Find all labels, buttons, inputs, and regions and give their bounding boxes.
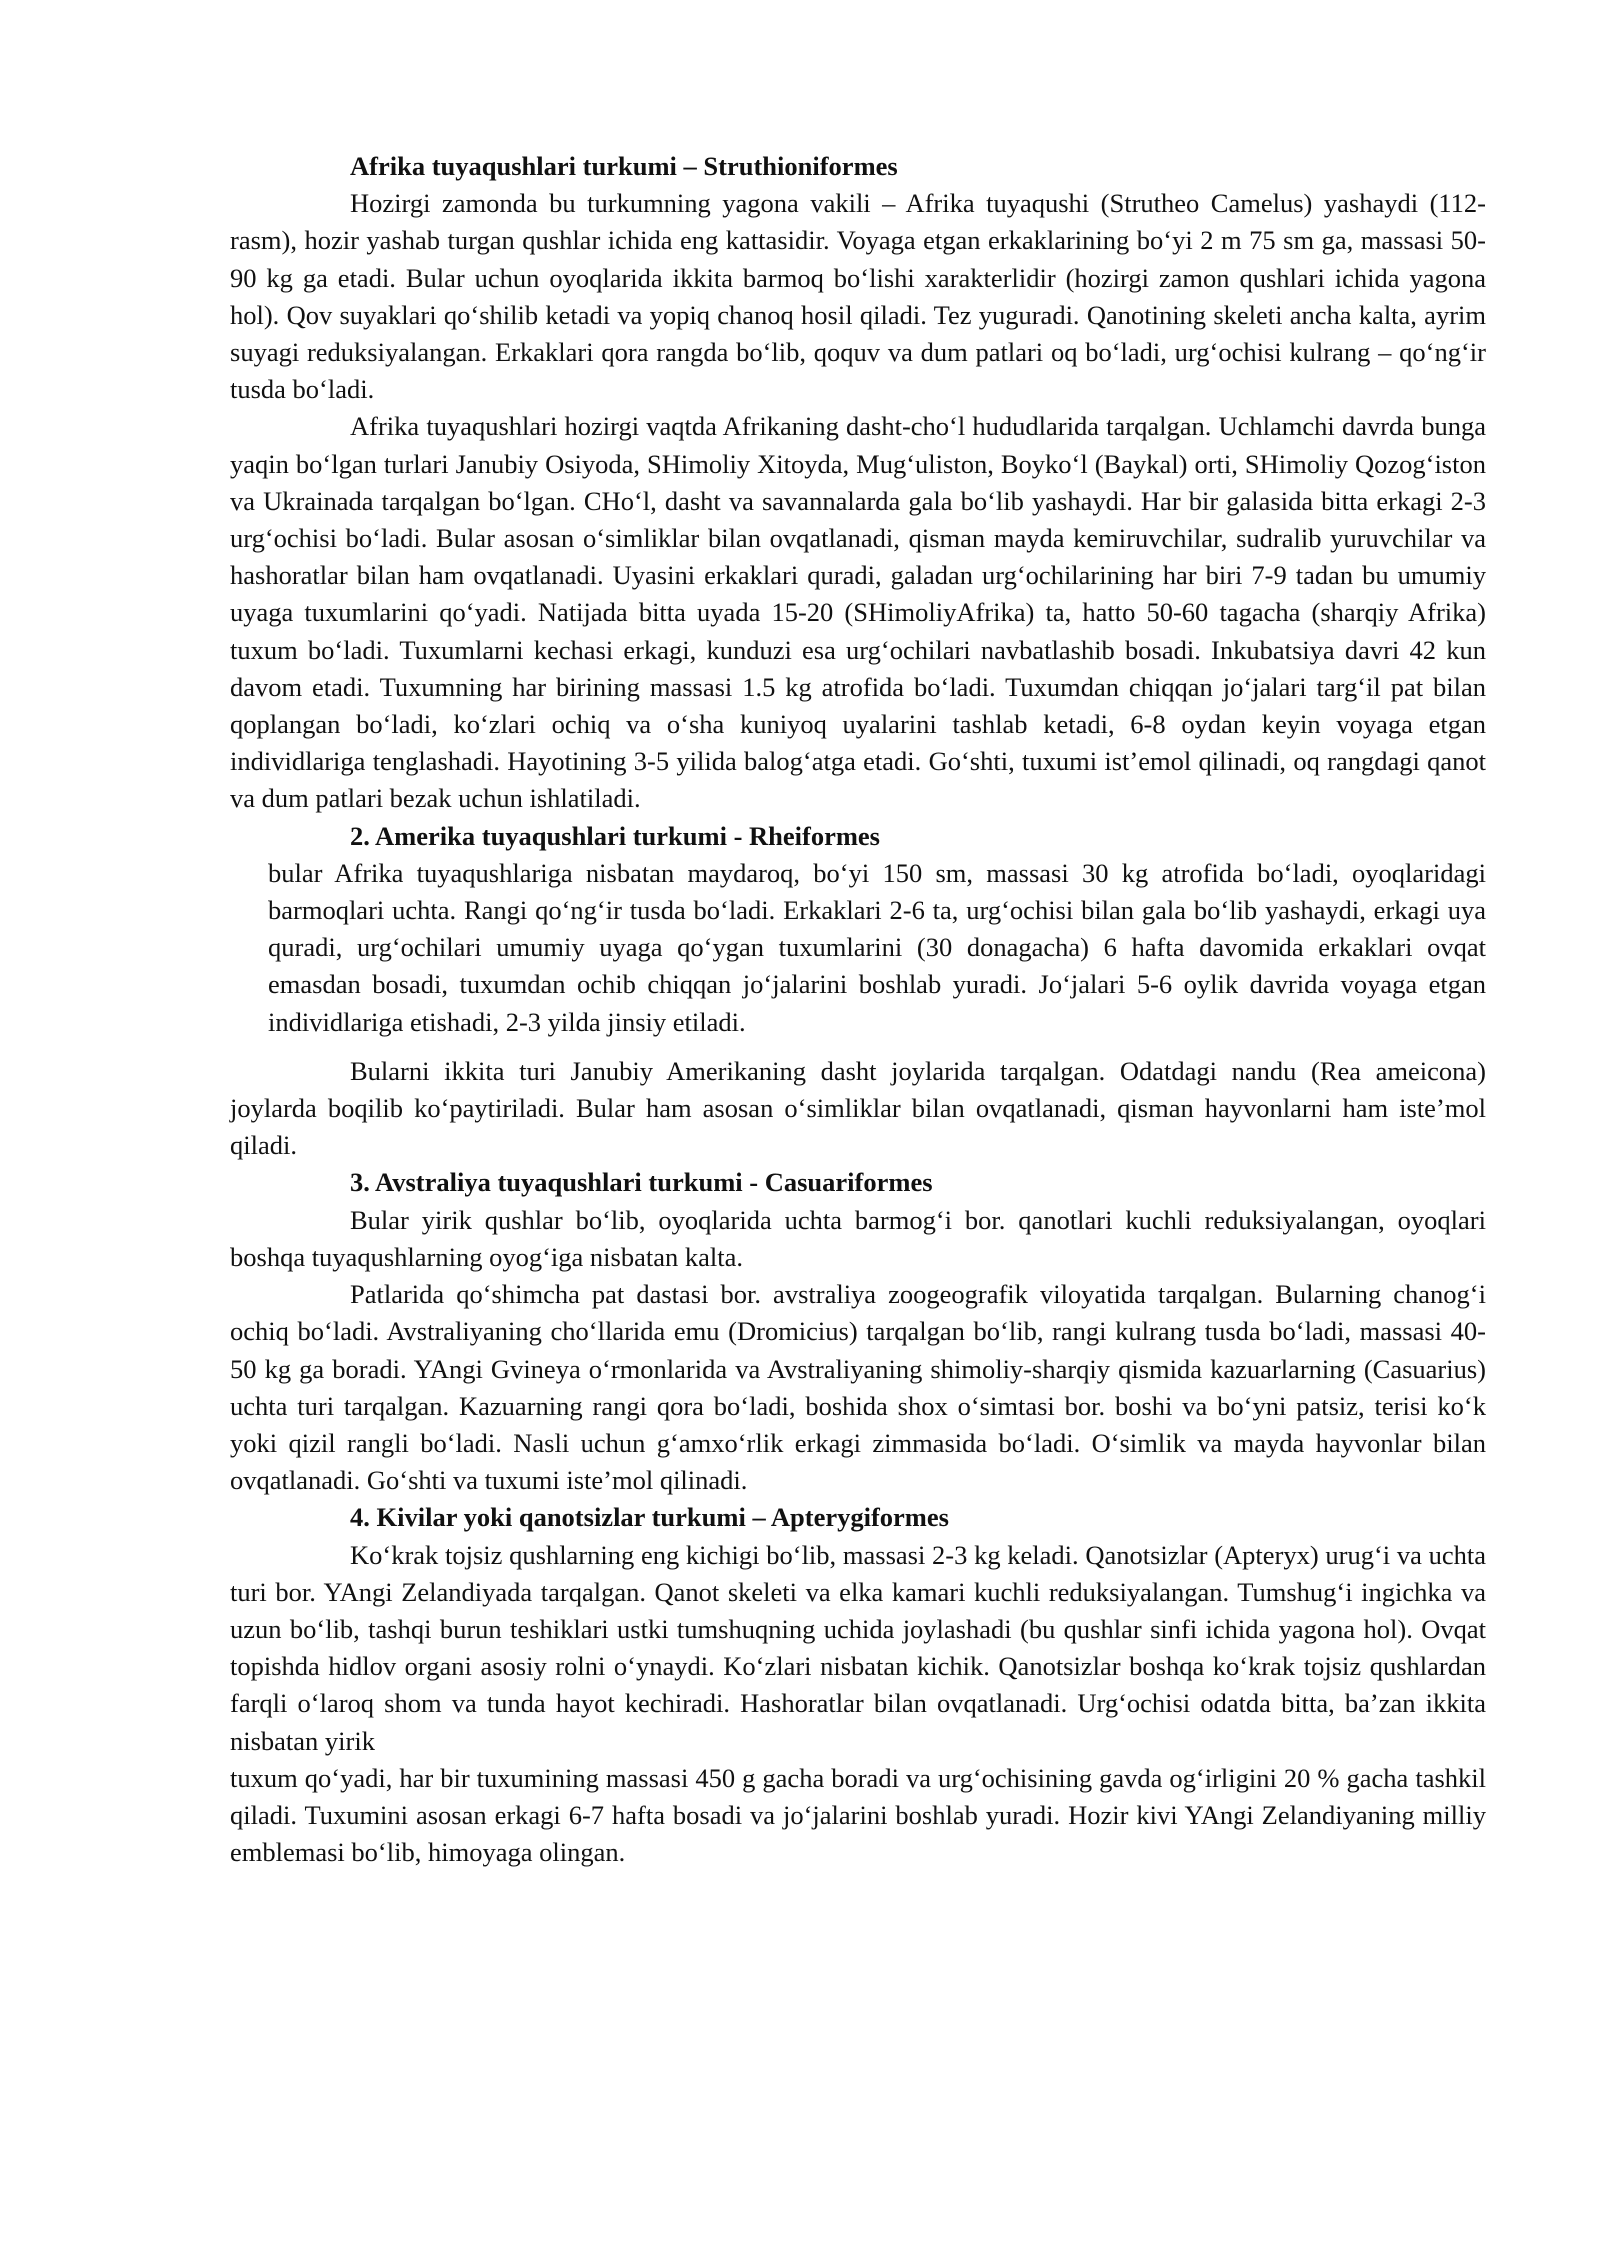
- document-page: [230, 148, 1486, 1871]
- section-heading-apterygiformes: 4. Kivilar yoki qanotsizlar turkumi – Apterygiformes: [350, 1502, 949, 1533]
- paragraph: Ko‘krak tojsiz qushlarning eng kichigi bo‘lib, massasi 2-3 kg keladi. Qanotsizlar (Apteryx) urug‘i va uchta turi bor. YAngi Zelandiyada tarqalgan. Qanot skeleti va elka kamari kuchli reduksiyalangan. Tumshug‘i ingichka va uzun bo‘lib, tashqi burun teshiklari ustki tumshuqning uchida joylashadi (bu qushlar sinfi ichida yagona hol). Ovqat topishda hidlov organi asosiy rolni o‘ynaydi. Ko‘zlari nisbatan kichik. Qanotsizlar boshqa ko‘krak tojsiz qushlardan farqli o‘laroq shom va tunda hayot kechiradi. Hashoratlar bilan ovqatlanadi. Urg‘ochisi odatda bitta, ba’zan ikkita nisbatan yirik: [230, 1539, 1486, 1756]
- paragraph-indented-block: bular Afrika tuyaqushlariga nisbatan maydaroq, bo‘yi 150 sm, massasi 30 kg atrofida bo‘ladi, oyoqlaridagi barmoqlari uchta. Rangi qo‘ng‘ir tusda bo‘ladi. Erkaklari 2-6 ta, urg‘ochisi bilan gala bo‘lib yashaydi, erkagi uya quradi, urg‘ochilari umumiy uyaga qo‘ygan tuxumlarini (30 donagacha) 6 hafta davomida erkaklari ovqat emasdan bosadi, tuxumdan ochib chiqqan jo‘jalarini boshlab yuradi. Jo‘jalari 5-6 oylik davrida voyaga etgan individlariga etishadi, 2-3 yilda jinsiy etiladi.: [268, 857, 1486, 1037]
- paragraph-continuation: tuxum qo‘yadi, har bir tuxumining massasi 450 g gacha boradi va urg‘ochisining gavda og‘irligini 20 % gacha tashkil qiladi. Tuxumini asosan erkagi 6-7 hafta bosadi va jo‘jalarini boshlab yuradi. Hozir kivi YAngi Zelandiyaning milliy emblemasi bo‘lib, himoyaga olingan.: [230, 1762, 1486, 1868]
- paragraph: Bularni ikkita turi Janubiy Amerikaning dasht joylarida tarqalgan. Odatdagi nandu (Rea ameicona) joylarda boqilib ko‘paytiriladi. Bular ham asosan o‘simliklar bilan ovqatlanadi, qisman hayvonlarni ham iste’mol qiladi.: [230, 1055, 1486, 1161]
- section-heading-casuariformes: 3. Avstraliya tuyaqushlari turkumi - Casuariformes: [350, 1167, 933, 1198]
- paragraph: Hozirgi zamonda bu turkumning yagona vakili – Afrika tuyaqushi (Strutheo Camelus) yashaydi (112-rasm), hozir yashab turgan qushlar ichida eng kattasidir. Voyaga etgan erkaklarining bo‘yi 2 m 75 sm ga, massasi 50-90 kg ga etadi. Bular uchun oyoqlarida ikkita barmoq bo‘lishi xarakterlidir (hozirgi zamon qushlari ichida yagona hol). Qov suyaklari qo‘shilib ketadi va yopiq chanoq hosil qiladi. Tez yuguradi. Qanotining skeleti ancha kalta, ayrim suyagi reduksiyalangan. Erkaklari qora rangda bo‘lib, qoquv va dum patlari oq bo‘ladi, urg‘ochisi kulrang – qo‘ng‘ir tusda bo‘ladi.: [230, 188, 1486, 405]
- paragraph: Bular yirik qushlar bo‘lib, oyoqlarida uchta barmog‘i bor. qanotlari kuchli reduksiyalangan, oyoqlari boshqa tuyaqushlarning oyog‘iga nisbatan kalta.: [230, 1204, 1486, 1272]
- paragraph: Afrika tuyaqushlari hozirgi vaqtda Afrikaning dasht-cho‘l hududlarida tarqalgan. Uchlamchi davrda bunga yaqin bo‘lgan turlari Janubiy Osiyoda, SHimoliy Xitoyda, Mug‘uliston, Boyko‘l (Baykal) orti, SHimoliy Qozog‘iston va Ukrainada tarqalgan bo‘lgan. CHo‘l, dasht va savannalarda gala bo‘lib yashaydi. Har bir galasida bitta erkagi 2-3 urg‘ochisi bo‘ladi. Bular asosan o‘simliklar bilan ovqatlanadi, qisman mayda kemiruvchilar, sudralib yuruvchilar va hashoratlar bilan ham ovqatlanadi. Uyasini erkaklari quradi, galadan urg‘ochilarining har biri 7-9 tadan bu umumiy uyaga tuxumlarini qo‘yadi. Natijada bitta uyada 15-20 (SHimoliyAfrika) ta, hatto 50-60 tagacha (sharqiy Afrika) tuxum bo‘ladi. Tuxumlarni kechasi erkagi, kunduzi esa urg‘ochilari navbatlashib bosadi. Inkubatsiya davri 42 kun davom etadi. Tuxumning har birining massasi 1.5 kg atrofida bo‘ladi. Tuxumdan chiqqan jo‘jalari targ‘il pat bilan qoplangan bo‘ladi, ko‘zlari ochiq va o‘sha kuniyoq uyalarini tashlab ketadi, 6-8 oydan keyin voyaga etgan individlariga tenglashadi. Hayotining 3-5 yilida balog‘atga etadi. Go‘shti, tuxumi ist’emol qilinadi, oq rangdagi qanot va dum patlari bezak uchun ishlatiladi.: [230, 411, 1486, 814]
- section-heading-rheiformes: 2. Amerika tuyaqushlari turkumi - Rheiformes: [350, 820, 880, 851]
- section-heading-struthioniformes: Afrika tuyaqushlari turkumi – Struthioniformes: [350, 151, 898, 181]
- paragraph: Patlarida qo‘shimcha pat dastasi bor. avstraliya zoogeografik viloyatida tarqalgan. Bularning chanog‘i ochiq bo‘ladi. Avstraliyaning cho‘llarida emu (Dromicius) tarqalgan bo‘lib, rangi kulrang tusda bo‘ladi, massasi 40-50 kg ga boradi. YAngi Gvineya o‘rmonlarida va Avstraliyaning shimoliy-sharqiy qismida kazuarlarning (Casuarius) uchta turi tarqalgan. Kazuarning rangi qora bo‘ladi, boshida shox o‘simtasi bor. boshi va bo‘yni patsiz, terisi ko‘k yoki qizil rangli bo‘ladi. Nasli uchun g‘amxo‘rlik erkagi zimmasida bo‘ladi. O‘simlik va mayda hayvonlar bilan ovqatlanadi. Go‘shti va tuxumi iste’mol qilinadi.: [230, 1279, 1486, 1496]
